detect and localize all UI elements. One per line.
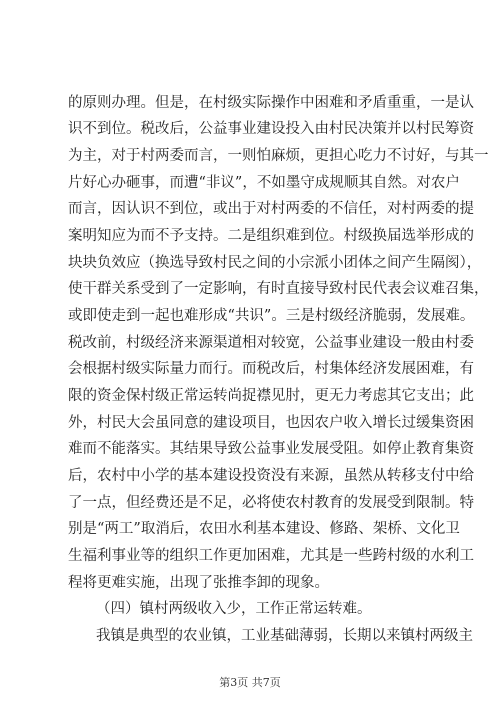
text-line: 限的资金保村级正常运转尚捉襟见肘，更无力考虑其它支出；此 [68,388,474,404]
text-line: 识不到位。税改后，公益事业建设投入由村民决策并以村民筹资 [68,121,474,137]
text-line: 难而不能落实。其结果导致公益事业发展受阻。如停止教育集资 [68,441,474,457]
text-line: 我镇是典型的农业镇，工业基础薄弱，长期以来镇村两级主 [96,628,473,644]
page-footer: 第3页 共7页 [219,676,281,689]
text-line: 了一点，但经费还是不足，必将使农村教育的发展受到限制。特 [68,495,474,511]
text-line: 生福利事业等的组织工作更加困难，尤其是一些跨村级的水利工 [68,548,474,564]
text-line: 而言，因认识不到位，或出于对村两委的不信任，对村两委的提 [68,201,474,217]
text-line: 块块负效应（换选导致村民之间的小宗派小团体之间产生隔阂）， [68,255,482,271]
text-line: 的原则办理。但是，在村级实际操作中困难和矛盾重重，一是认 [68,95,474,111]
text-line: 税改前，村级经济来源渠道相对较宽，公益事业建设一般由村委 [68,335,474,351]
text-line: 程将更难实施，出现了张推李卸的现象。 [68,575,329,591]
text-line: 使干群关系受到了一定影响，有时直接导致村民代表会议难召集， [68,281,489,297]
text-line: 外，村民大会虽同意的建设项目，也因农户收入增长过缓集资困 [68,415,474,431]
section-heading: （四）镇村两级收入少，工作正常运转难。 [96,601,372,617]
text-line: 案明知应为而不予支持。二是组织难到位。村级换届选举形成的 [68,228,474,244]
text-line: 会根据村级实际量力而行。而税改后，村集体经济发展困难，有 [68,361,474,377]
text-line: 或即使走到一起也难形成“共识”。三是村级经济脆弱，发展难。 [68,308,475,324]
text-line: 为主，对于村两委而言，一则怕麻烦，更担心吃力不讨好，与其一 [68,148,489,164]
text-line: 别是“两工”取消后，农田水利基本建设、修路、架桥、文化卫 [68,521,460,537]
text-line: 后，农村中小学的基本建设投资没有来源，虽然从转移支付中给 [68,468,474,484]
text-line: 片好心办砸事，而遭“非议”，不如墨守成规顺其自然。对农户 [68,175,460,191]
